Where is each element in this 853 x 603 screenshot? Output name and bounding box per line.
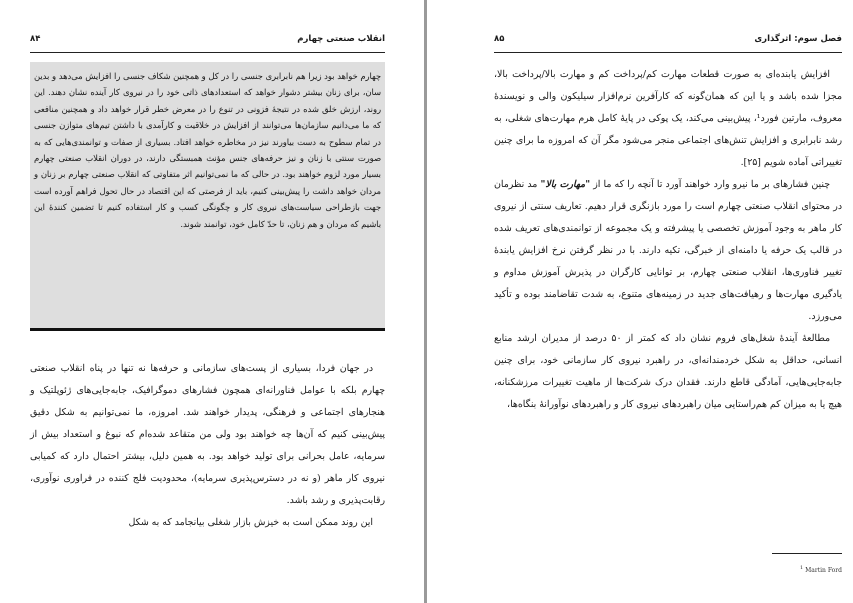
running-header-title: فصل سوم: اثرگذاری [754, 34, 842, 44]
running-header [494, 34, 842, 48]
emphasized-term: "مهارت بالا" [540, 179, 591, 190]
highlighted-text-box [30, 62, 385, 331]
left-page [0, 0, 420, 603]
book-spine [424, 0, 427, 603]
body-paragraph: مطالعهٔ آیندهٔ شغل‌های فروم نشان داد که کمتر از ۵۰ درصد از مدیران ارشد منابع انسانی، حداقل به شکل خردمندانه‌ای، در راهبرد نیروی کار سازمانی خود، برای چنین جابه‌جایی‌هایی، آمادگی قاطع دارند. فقدان درک شرکت‌ها از ماهیت تغییرات مرزشکنانه، هیچ یا به میزان کم هم‌راستایی میان راهبردهای نیروی کار و راهبردهای نوآورانهٔ بنگاه‌ها، [494, 333, 842, 410]
boxed-paragraph: چهارم خواهد بود زیرا هم نابرابری جنسی را در کل و همچنین شکاف جنسی را افزایش می‌دهد و بدین سان، برای زنان بیشتر دشوار خواهد که استعدادهای ذاتی خود را در نیروی کار آینده نشان دهند. این روند، ارزش خلق شده در نتیجهٔ فزونی در تنوع را در معرض خطر قرار خواهد داد و همچنین منافعی که ما می‌دانیم سازمان‌ها می‌توانند از افزایش در خلاقیت و کارآمدی با داشتن تیم‌های متوازن جنسی در تمام سطوح به دست بیاورند نیز در مخاطره خواهد افتاد. بسیاری از صفات و توانمندی‌هایی که به صورت سنتی با زنان و نیز حرفه‌های جنس مؤنث همبستگی دارند، در دوران انقلاب صنعتی چهارم بسیار مورد لزوم خواهند بود. در حالی که ما نمی‌توانیم اثر متفاوتی که انقلاب صنعتی چهارم بر زنان و مردان خواهد داشت را پیش‌بینی کنیم، باید از فرصتی که این اقتصاد در حال تحول فراهم آورده است جهت بازطراحی سیاست‌های نیروی کار و چگونگی کسب و کار استفاده کنیم تا تضمین کنندهٔ این باشیم که مردان و هم زنان، تا حدّ کامل خود، توانمند شوند. [34, 71, 381, 229]
body-paragraph: افزایش یابنده‌ای به صورت قطعات مهارت کم/پرداخت کم و مهارت بالا/پرداخت بالا، مجزا شده باشد و یا این که همان‌گونه که کارآفرین نرم‌افزار سیلیکون والی و نویسندهٔ معروف، مارتین فورد¹، پیش‌بینی می‌کند، یک پوکی در پایهٔ کامل هرم مهارت‌های شغلی، به رشد نابرابری و افزایش تنش‌های اجتماعی منجر می‌شود مگر آن که امروزه ما برای چنین تغییراتی آماده شویم [۲۵]. [494, 69, 842, 168]
header-rule [30, 52, 385, 53]
body-paragraph: در جهان فردا، بسیاری از پست‌های سازمانی و حرفه‌ها نه تنها در پناه انقلاب صنعتی چهارم بلکه با عوامل فناورانه‌ای همچون فشارهای دموگرافیک، جابه‌جایی‌های ژئوپلتیک و هنجارهای اجتماعی و فرهنگی، پدیدار خواهند شد. امروزه، ما نمی‌توانیم به شکل دقیق پیش‌بینی کنیم که آن‌ها چه خواهند بود ولی من متقاعد شده‌ام که نبوغ و استعداد بیش از سرمایه، عامل بحرانی برای تولید خواهد بود. به همین دلیل، بیشتر احتمال دارد که کمیابی نیروی کار ماهر (و نه در دسترس‌پذیری سرمایه)، محدودیت فلج کننده در فراوری نوآوری، رقابت‌پذیری و رشد باشد. [30, 363, 385, 506]
page-number: ۸۵ [494, 34, 505, 44]
paragraph-intro: چنین فشارهای بر ما نیرو وارد خواهند آورد تا آنچه را که ما از [593, 179, 830, 190]
footnote-text: Martin Ford [805, 567, 842, 574]
left-body-text [30, 358, 385, 534]
right-page [430, 0, 853, 603]
right-body-text [494, 64, 842, 416]
footnote-rule [772, 553, 842, 554]
page-number: ۸۴ [30, 34, 41, 44]
footnote-marker: 1 [800, 565, 804, 571]
body-paragraph: این روند ممکن است به خیزش بازار شغلی بیانجامد که به شکل [128, 517, 373, 528]
paragraph-rest: مد نظرمان در محتوای انقلاب صنعتی چهارم است را مورد بازنگری قرار دهیم. تعاریف سنتی از نیروی کار ماهر به وجود آموزش تخصصی یا پیشرفته و یک مجموعه از توانمندی‌های تعریف شده در قالب یک حرفه یا دامنه‌ای از خبرگی، تکیه دارند. با در نظر گرفتن نرخ افزایش یابندهٔ تغییر فناوری‌ها، انقلاب صنعتی چهارم، بر توانایی کارگران در پذیرش آموزش مداوم و یادگیری مهارت‌ها و رهیافت‌های جدید در زمینه‌های متنوع، به شدت تقاضامند بوده و تأکید می‌ورزد. [494, 179, 842, 322]
body-paragraph [494, 174, 842, 328]
header-rule [494, 52, 842, 53]
footnote [494, 565, 842, 574]
running-header-title: انقلاب صنعتی چهارم [297, 34, 385, 44]
running-header [30, 34, 385, 48]
